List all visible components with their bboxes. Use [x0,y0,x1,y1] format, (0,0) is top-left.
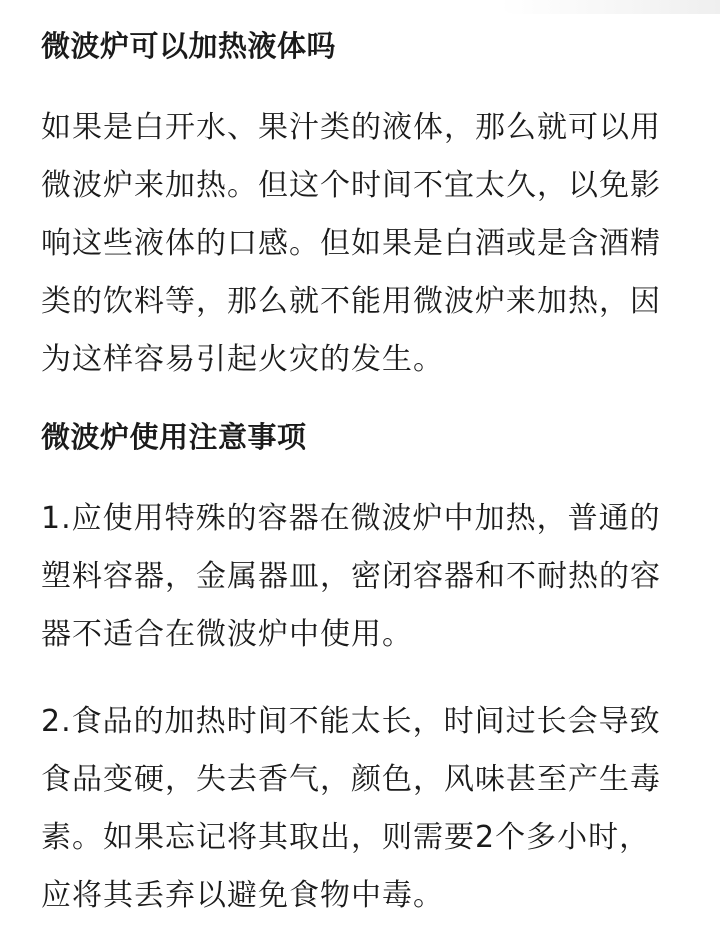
section-heading-microwave-liquids: 微波炉可以加热液体吗 [41,29,337,63]
article-body [41,24,681,925]
section-heading-usage-precautions: 微波炉使用注意事项 [41,420,307,454]
top-edge-shadow [500,0,720,14]
tip-item-1: 1.应使用特殊的容器在微波炉中加热，普通的塑料容器，金属器皿，密闭容器和不耐热的容器不适合在微波炉中使用。 [41,501,661,652]
tip-item-2: 2.食品的加热时间不能太长，时间过长会导致食品变硬，失去香气，颜色，风味甚至产生毒素。如果忘记将其取出，则需要2个多小时，应将其丢弃以避免食物中毒。 [41,704,661,913]
paragraph-microwave-liquids: 如果是白开水、果汁类的液体，那么就可以用微波炉来加热。但这个时间不宜太久，以免影响这些液体的口感。但如果是白酒或是含酒精类的饮料等，那么就不能用微波炉来加热，因为这样容易引起火灾的发生。 [41,110,661,377]
